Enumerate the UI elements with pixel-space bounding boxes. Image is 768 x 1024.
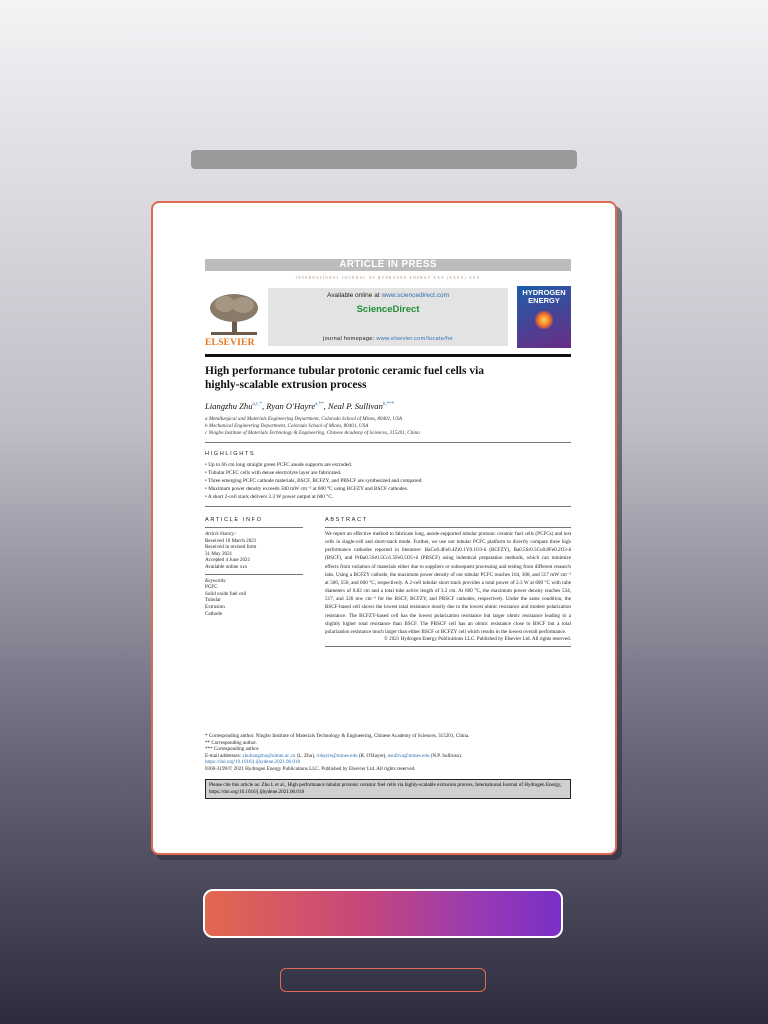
- article-title: High performance tubular protonic ceramic fuel cells via highly-scalable extrusion process: [205, 365, 485, 391]
- copyright-line: © 2021 Hydrogen Energy Publications LLC. Published by Elsevier Ltd. All rights reserved.: [384, 636, 571, 643]
- footnotes: [205, 733, 571, 799]
- header-rule: [205, 354, 571, 357]
- journal-homepage-line: [268, 336, 508, 342]
- document-preview-card[interactable]: [151, 201, 617, 855]
- email-link[interactable]: rohayre@mines.edu: [316, 752, 358, 759]
- highlight-item: • A short 2-cell stack delivers 2.3 W power output at 600 °C.: [205, 493, 571, 501]
- affiliation: a Metallurgical and Materials Engineering Department, Colorado School of Mines, 80401, USA: [205, 416, 403, 422]
- journal-cover-image: [517, 286, 571, 348]
- journal-homepage-link[interactable]: www.elsevier.com/locate/he: [376, 336, 453, 342]
- author-affil-marker: a,**: [315, 402, 324, 408]
- keyword: Extrusion: [205, 603, 225, 610]
- divider: [205, 506, 571, 507]
- affiliation: b Mechanical Engineering Department, Colorado School of Mines, 80401, USA: [205, 423, 369, 429]
- keywords-label: Keywords:: [205, 577, 227, 584]
- footnote: * Corresponding author. Ningbo Institute of Materials Technology & Engineering, Chinese Academy of Sciences, 315201, China.: [205, 733, 470, 739]
- keyword: PCFC: [205, 584, 218, 591]
- article-history-label: Article history:: [205, 531, 236, 537]
- available-online-line: [268, 292, 508, 299]
- author-affil-marker: a,c,*: [252, 402, 262, 408]
- article-info-column: [205, 509, 303, 647]
- footnote: *** Corresponding author.: [205, 746, 260, 753]
- abstract-column: [325, 509, 571, 647]
- history-item: Received in revised form: [205, 544, 257, 551]
- highlights-list: [205, 461, 571, 501]
- sciencedirect-box: [268, 288, 508, 346]
- author-name: Ryan O'Hayre: [266, 401, 316, 411]
- divider: [205, 442, 571, 443]
- highlight-item: • Up to 66 cm long straight green PCFC anode supports are extruded.: [205, 461, 571, 469]
- highlight-item: • Three emerging PCFC cathode materials, BSCF, BCFZY, and PBSCF are synthesized and compared.: [205, 477, 571, 485]
- journal-line: INTERNATIONAL JOURNAL OF HYDROGEN ENERGY XXX (XXXX) XXX: [295, 276, 481, 280]
- divider: [205, 527, 303, 528]
- secondary-action-button[interactable]: [280, 968, 486, 992]
- cover-graphic-icon: [535, 311, 553, 329]
- elsevier-wordmark: ELSEVIER: [205, 338, 255, 348]
- journal-homepage-label: journal homepage:: [323, 336, 375, 342]
- keyword: Tubular: [205, 597, 221, 604]
- author-list: Liangzhu Zhu$^{a,c,*}$, Ryan O'Hayre$^{a,**}$, Neal P. Sullivan$^{b,***}$: [205, 401, 395, 411]
- abstract-text: We report an effective method to fabricate long, anode-supported tubular protonic ceramic fuel cells (PCFCs) and test cells in single-cell and short-stack mode. Further, we use our tubular PCFC platform to directly compare three high performance cathodes reported in literature: BaCo0.4Fe0.4Zr0.1Y0.1O3-δ (BCFZY), Ba0.5Sr0.5Co0.8Fe0.2O3-δ (BSCF), and PrBa0.5Sr0.5Co1.5Fe0.5O5+δ (PBSCF) using indentical preparation methods, which can minimize effects from variation of materials either due to suppliers or subsequent processing and testing from different research labs. Using a BCFZY cathode, the maximum power density of our tubular PCFC reaches 164, 308, and 517 mW cm⁻² at 500, 550, and 600 °C, respectively. A 2-cell tubular short stack provides a total power of 2.3 W at 600 °C with tube diameters of 0.82 cm and a total tube active length of 3.2 cm. At 600 °C, the maximum power density reaches 534, 517, and 326 mw cm⁻² for the BSCF, BCFZY, and PBSCF cathodes, respectively. Under the same condition, the BSCF-based cell shows the lowest total resistance mostly due to the lowest ohmic resistance and modest polarization resistance. The BCFZY-based cell has the lowest polarization resistance but larger ohmic resistance leading to a slightly higher total resistance than BSCF. The PBSCF cell has an ohmic resistance close to BSCF but a total polarization resistance much larger than either BSCF or BCFZY cell which results in the lowest overall performance.: [325, 531, 571, 635]
- affiliations: [205, 416, 571, 437]
- history-item: Accepted 4 June 2021: [205, 557, 251, 564]
- article-page: [205, 259, 571, 647]
- history-item: Available online xxx: [205, 563, 248, 570]
- email-link[interactable]: nsulliva@mines.edu: [387, 752, 430, 759]
- info-abstract-columns: [205, 509, 571, 647]
- author-affil-marker: b,***: [382, 402, 395, 408]
- keyword: Cathode: [205, 610, 222, 617]
- sciencedirect-label: ScienceDirect: [356, 304, 420, 315]
- email-link[interactable]: zhuliangzhu@nimte.ac.cn: [242, 752, 296, 759]
- highlights-heading: HIGHLIGHTS: [205, 451, 256, 457]
- divider: [205, 574, 303, 575]
- author-name: Liangzhu Zhu: [205, 401, 253, 411]
- top-placeholder-bar: [191, 150, 577, 169]
- divider: [325, 646, 571, 647]
- highlight-item: • Tubular PCFC cells with dense electrolyte layer are fabricated.: [205, 469, 571, 477]
- issn-line: 0360-3199/© 2021 Hydrogen Energy Publications LLC. Published by Elsevier Ltd. All rights reserved.: [205, 765, 416, 772]
- history-item: Received 10 March 2021: [205, 537, 257, 544]
- affiliation: c Ningbo Institute of Materials Technology & Engineering, Chinese Academy of Sciences, 315201, China: [205, 430, 420, 436]
- primary-action-button[interactable]: [203, 889, 563, 938]
- email-line: E-mail addresses: zhuliangzhu@nimte.ac.cn (L. Zhu), rohayre@mines.edu (R. O'Hayre), nsulliva@mines.edu (N.P. Sullivan).: [205, 752, 463, 759]
- sciencedirect-url-link[interactable]: www.sciencedirect.com: [381, 292, 450, 299]
- email-label: E-mail addresses:: [205, 752, 242, 759]
- highlight-item: • Maximum power density exceeds 500 mW cm⁻² at 600 °C using BCFZY and BSCF cathodes.: [205, 485, 571, 493]
- article-in-press-banner: ARTICLE IN PRESS: [205, 259, 571, 271]
- article-info-heading: ARTICLE INFO: [205, 517, 263, 523]
- divider: [325, 527, 571, 528]
- cite-box: Please cite this article as: Zhu L et al., High performance tubular protonic ceramic fuel cells via highly-scalable extrusion process, International Journal of Hydrogen Energy, https://doi.org/10.1016/j.ijhydene.2021.06.018: [205, 779, 571, 799]
- journal-cover-title: HYDROGEN ENERGY: [522, 288, 566, 305]
- history-item: 31 May 2021: [205, 550, 233, 557]
- footnote: ** Corresponding author.: [205, 739, 257, 746]
- abstract-heading: ABSTRACT: [325, 517, 368, 523]
- journal-banner: [205, 286, 571, 352]
- available-online-text: Available online at: [326, 292, 380, 299]
- author-name: Neal P. Sullivan: [327, 401, 383, 411]
- keyword: Solid oxide fuel cell: [205, 590, 247, 597]
- doi-link[interactable]: https://doi.org/10.1016/j.ijhydene.2021.06.018: [205, 759, 300, 766]
